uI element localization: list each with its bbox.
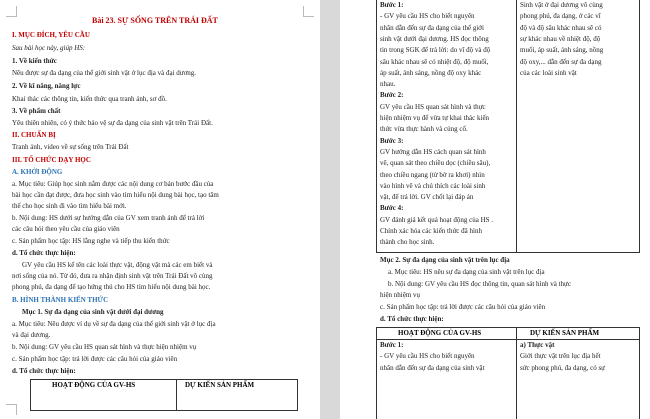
table-divider	[516, 0, 517, 253]
lesson-title: Bài 23. SỰ SỐNG TRÊN TRÁI ĐẤT	[92, 16, 218, 25]
table-cell-line: Bước 1:	[380, 1, 404, 9]
table-divider	[516, 327, 517, 419]
paragraph: Sau bài học này, giúp HS:	[12, 44, 86, 52]
table-cell-line: áp suất, ánh sáng, nồng độ oxy khác	[380, 68, 482, 77]
table-cell-line: độ và độ sâu khác nhau sẽ có	[520, 23, 602, 32]
paragraph: Yêu thiên nhiên, có ý thức bảo vệ sự đa dạng của sinh vật trên Trái Đất.	[12, 119, 213, 127]
paragraph: b. Nội dung: GV yêu cầu HS đọc thông tin, quan sát hình và thực	[388, 280, 571, 288]
table-cell-line: Giới thực vật trên lục địa hết	[520, 352, 601, 361]
subheading: Mục 1. Sự đa dạng của sinh vật dưới đại dương	[22, 308, 164, 316]
table-cell-line: GV hướng dẫn HS cách quan sát hình	[380, 147, 486, 156]
table-header-product: DỰ KIẾN SẢN PHẨM	[530, 329, 600, 337]
table-cell-line: Bước 1:	[380, 341, 404, 349]
table-cell-line: GV đánh giá kết quả hoạt động của HS .	[380, 215, 494, 224]
subheading: 2. Về kĩ năng, năng lực	[12, 82, 81, 90]
paragraph: thế cho học sinh đi vào tìm hiểu bài mới.	[12, 202, 127, 210]
table-cell-line: theo chiều ngang (từ bờ ra khơi) nhìn	[380, 170, 485, 179]
table-cell-line: GV yêu cầu HS quan sát hình và thực	[380, 102, 486, 111]
paragraph: phong phú, đa dạng để tạo hứng thú cho HS tìm hiểu nội dung bài học.	[12, 283, 211, 291]
table-cell-line: - GV yêu cầu HS cho biết nguyên	[380, 352, 475, 361]
table-cell-line: sâu khác nhau sẽ có nhiệt độ, độ muối,	[380, 57, 489, 66]
subheading: 1. Về kiến thức	[12, 57, 57, 65]
table-cell-line: nhân dẫn đến sự đa dạng của thế giới	[380, 23, 484, 32]
table-cell-line: phong phú, đa dạng, ở các vĩ	[520, 12, 601, 21]
paragraph: Tranh ảnh, video về sự sống trên Trái Đất	[12, 143, 129, 151]
paragraph: a. Mục tiêu: HS nêu sự đa dạng của sinh vật trên lục địa	[388, 268, 545, 276]
document-page-left	[0, 0, 320, 419]
table-cell-line: vào hình vẽ và chú thích các loài sinh	[380, 181, 486, 190]
paragraph: d. Tổ chức thực hiện:	[380, 315, 444, 323]
section-heading: I. MỤC ĐÍCH, YÊU CẦU	[12, 31, 90, 39]
paragraph: c. Sản phẩm học tập: trả lời được các câu hỏi của giáo viên	[12, 355, 178, 363]
table-cell-line: Bước 3:	[380, 136, 404, 145]
paragraph: hiện nhiệm vụ	[380, 291, 421, 299]
paragraph: nơi sống của nó. Từ đó, đưa ra nhận định sinh vật trên Trái Đất vô cùng	[12, 272, 213, 280]
document-page-right	[340, 0, 650, 419]
table-cell-line: hiện nhiệm vụ để vừa tự khai thác kiến	[380, 114, 490, 122]
subsection-heading: A. KHỞI ĐỘNG	[12, 168, 63, 176]
table-header-activity: HOẠT ĐỘNG CỦA GV-HS	[52, 381, 136, 389]
table-cell-line: của các loài sinh vật	[520, 68, 577, 77]
paragraph: và đại dương.	[12, 331, 51, 339]
paragraph: b. Nội dung: HS dưới sự hướng dẫn của GV xem tranh ảnh để trả lời	[12, 214, 205, 222]
table-cell-line: Sinh vật ở đại dương vô cùng	[520, 1, 603, 9]
table-cell-line: vật, để trả lời. GV chốt lại đáp án	[380, 193, 474, 202]
margin-mark	[6, 404, 17, 415]
paragraph: c. Sản phẩm học tập: HS lắng nghe và tiếp thu kiến thức	[12, 237, 170, 245]
table-cell-line: nhau.	[380, 80, 396, 89]
paragraph: b. Nội dung: GV yêu cầu HS quan sát hình và thực hiện nhiệm vụ	[12, 343, 197, 351]
table-header-rule	[376, 339, 639, 340]
table-cell-line: - GV yêu cầu HS cho biết nguyên	[380, 12, 475, 21]
table-cell-line: vẽ, quan sát theo chiều dọc (chiều sâu),	[380, 159, 491, 168]
subheading: 3. Về phẩm chất	[12, 107, 61, 115]
paragraph: Nêu được sự đa dạng của thế giới sinh vật ở lục địa và đại dương.	[12, 69, 197, 77]
table-cell-line: tin trong SGK để trả lời: do vĩ độ và độ	[380, 46, 491, 55]
table-cell-line: nhân dẫn đến sự đa dạng của sinh vật	[380, 363, 485, 372]
paragraph: GV yêu cầu HS kể tên các loài thực vật, động vật mà các em biết và	[22, 261, 213, 269]
table-cell-line: a) Thực vật	[520, 341, 555, 349]
page-gutter	[320, 0, 340, 419]
table-divider	[176, 379, 177, 410]
table-cell-line: độ oxy,... dẫn đến sự đa dạng	[520, 57, 602, 66]
table-cell-line: thành cho học sinh.	[380, 238, 435, 247]
section-heading: III. TỔ CHỨC DẠY HỌC	[12, 156, 91, 164]
table-cell-line: Bước 4:	[380, 204, 404, 213]
paragraph: bài học cần đạt được, đưa học sinh vào tìm hiểu nội dung bài học, tạo tâm	[12, 191, 219, 199]
paragraph: d. Tổ chức thực hiện:	[12, 367, 76, 375]
subsection-heading: B. HÌNH THÀNH KIẾN THỨC	[12, 296, 109, 304]
table-cell-line: sinh vật dưới đại dương. HS đọc thông	[380, 34, 489, 43]
margin-mark	[6, 6, 17, 17]
paragraph: a. Mục tiêu: Nêu được ví dụ về sự đa dạng của thế giới sinh vật ở lục địa	[12, 320, 216, 328]
table-cell-line: sức phong phú, đa dạng, có sự	[520, 363, 605, 372]
paragraph: a. Mục tiêu: Giúp học sinh nắm được các nội dung cơ bản bước đầu của	[12, 180, 214, 188]
table-cell-line: thức vừa thực hành và củng cố.	[380, 125, 468, 134]
table-cell-line: muối, áp suất, ánh sáng, nồng	[520, 46, 604, 55]
paragraph: d. Tổ chức thực hiện:	[12, 249, 76, 257]
table-cell-line: sự khác nhau về nhiệt độ, độ	[520, 34, 601, 43]
paragraph: các câu hỏi theo yêu cầu của giáo viên	[12, 225, 120, 233]
paragraph: Khai thác các thông tin, kiến thức qua tranh ảnh, sơ đồ.	[12, 95, 167, 103]
paragraph: c. Sản phẩm học tập: trả lời được các câu hỏi của giáo viên	[380, 303, 546, 311]
table-cell-line: Bước 2:	[380, 91, 404, 100]
table-header-activity: HOẠT ĐỘNG CỦA GV-HS	[398, 329, 482, 337]
table-cell-line: Chính xác hóa các kiến thức đã hình	[380, 227, 482, 235]
section-heading: II. CHUẨN BỊ	[12, 131, 56, 139]
subheading: Mục 2. Sự đa dạng của sinh vật trên lục địa	[380, 256, 510, 264]
table-header-product: DỰ KIẾN SẢN PHẨM	[185, 381, 255, 389]
